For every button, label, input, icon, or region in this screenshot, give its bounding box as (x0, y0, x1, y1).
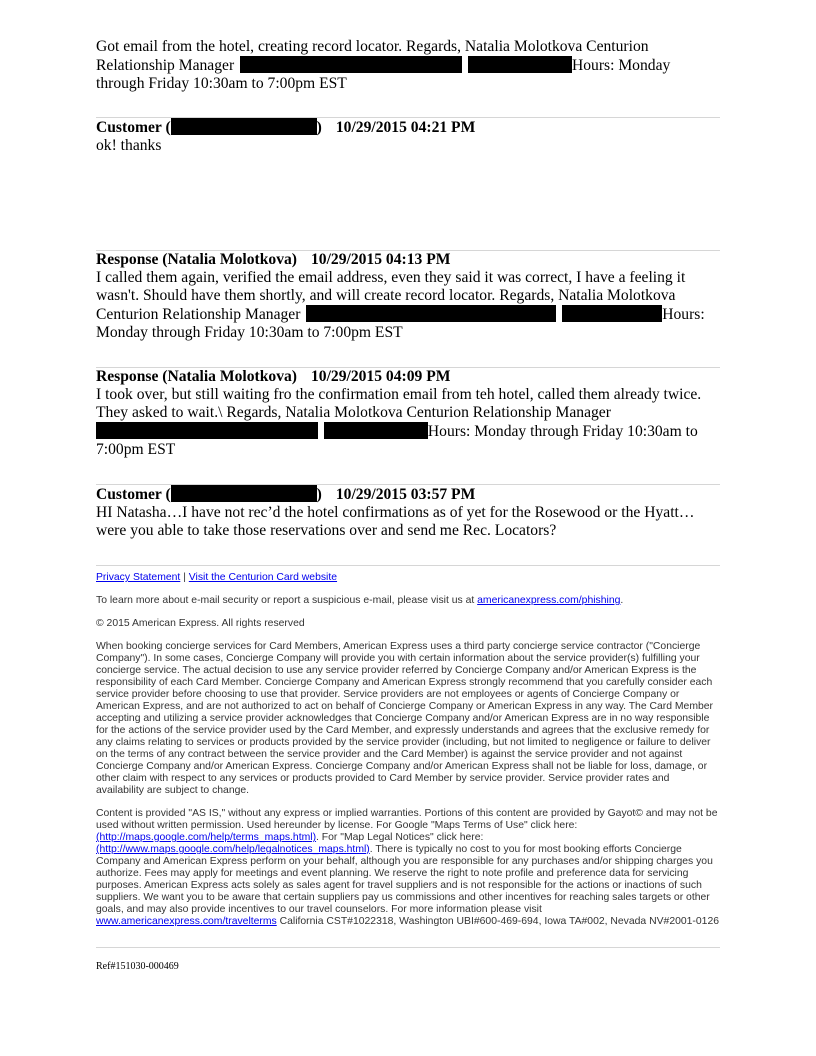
message-continuation (96, 38, 720, 93)
redacted-block (171, 118, 317, 135)
message-line: Monday through Friday 10:30am to 7:00pm EST (96, 324, 403, 341)
security-notice (96, 595, 720, 607)
message-body (96, 269, 720, 342)
message-line: They asked to wait.\ Regards, Natalia Molotkova Centurion Relationship Manager (96, 404, 611, 421)
redacted-block (324, 422, 428, 439)
message-text: Hours: Monday through Friday 10:30am to (427, 423, 698, 440)
message-line: 7:00pm EST (96, 441, 176, 458)
message-body (96, 386, 720, 459)
travelterms-link[interactable]: www.americanexpress.com/travelterms (96, 916, 277, 927)
privacy-statement-link[interactable]: Privacy Statement (96, 572, 181, 583)
message-author: Response (Natalia Molotkova) (96, 251, 297, 268)
message-line: wasn't. Should have them shortly, and will create record locator. Regards, Natalia Molotkova (96, 287, 676, 304)
concierge-disclaimer: When booking concierge services for Card Members, American Express uses a third party concierge service contractor ("Concierge Company"). In some cases, Concierge Company will provide you with certain information about the service provider(s) fulfilling your concierge service. The actual decision to use any service provider referred by Concierge Company and/or American Express is the responsibility of each Card Member. Concierge Company and American Express strongly recommend that you carefully consider each service provider before choosing to use that provider. Service providers are not employees or agents of Concierge Company or American Express, and are not authorized to act on behalf of Concierge Company or American Express in any way. The Card Member accepting and utilizing a service provider acknowledges that Concierge Company and/or American Express are in no way responsible for the actions of the service provider used by the Card Member, and expressly understands and agrees that the exclusive remedy for any claims relating to services or products provided by the service provider (including, but not limited to negligence or failure to deliver on the terms of any contract between the service provider and the Card Member) is against the service provider and not against Concierge Company and/or American Express. Concierge Company and/or American Express shall not be liable for loss, damage, or other claim with respect to any services or products provided to Card Member by service provider. Service provider rates and availability are subject to change. (96, 641, 714, 796)
redacted-block (240, 56, 462, 73)
phishing-link[interactable]: americanexpress.com/phishing (477, 595, 621, 606)
message-timestamp: 10/29/2015 04:13 PM (310, 251, 451, 268)
redacted-block (468, 56, 572, 73)
message-header (96, 485, 720, 504)
divider (96, 565, 720, 566)
message-line: through Friday 10:30am to 7:00pm EST (96, 75, 347, 92)
centurion-card-link[interactable]: Visit the Centurion Card website (188, 572, 338, 583)
message-timestamp: 10/29/2015 04:09 PM (310, 368, 451, 385)
reference-number: Ref#151030-000469 (96, 961, 179, 972)
divider (96, 947, 720, 948)
message-line: were you able to take those reservations over and send me Rec. Locators? (96, 522, 557, 539)
message-line: Got email from the hotel, creating record locator. Regards, Natalia Molotkova Centurion (96, 38, 649, 55)
redacted-block (171, 485, 317, 502)
message-line: I took over, but still waiting fro the confirmation email from teh hotel, called them already twice. (96, 386, 702, 403)
message-author: ) (316, 119, 322, 136)
redacted-block (562, 305, 662, 322)
message-body (96, 504, 720, 540)
message-header (96, 251, 720, 269)
message-line (96, 56, 720, 75)
disclaimer-text: California CST#1022318, Washington UBI#600-469-694, Iowa TA#002, Nevada NV#2001-0126 (276, 916, 720, 927)
redacted-block (306, 305, 556, 322)
message-text: Relationship Manager (96, 57, 235, 74)
message-author: Customer ( (96, 486, 171, 503)
security-text: To learn more about e-mail security or report a suspicious e-mail, please visit us at (96, 595, 478, 606)
message-author: ) (316, 486, 322, 503)
message-customer (96, 118, 720, 155)
footer-links (96, 572, 720, 584)
content-disclaimer (96, 808, 720, 928)
message-timestamp: 10/29/2015 04:21 PM (335, 119, 476, 136)
message-text: Centurion Relationship Manager (96, 306, 301, 323)
message-header (96, 368, 720, 386)
message-line (96, 305, 720, 324)
redacted-block (96, 422, 318, 439)
message-text: Hours: (662, 306, 705, 323)
disclaimer-text: . There is typically no cost to you for most booking efforts Concierge Company and American Express perform on your behalf, although you are responsible for any purchases and/or shipping charges you authorize. Fees may apply for meetings and event planning. We reserve the right to note profile and preference data for servicing purposes. American Express acts solely as sales agent for travel suppliers and is not responsible for the actions or inactions of such suppliers. We want you to be aware that certain suppliers pay us commissions and other incentives for reaching sales targets or other goals, and may also provide incentives to our travel counselors. For more information please visit (96, 844, 713, 915)
message-line: HI Natasha…I have not rec’d the hotel confirmations as of yet for the Rosewood or the Hyatt… (96, 504, 695, 521)
message-timestamp: 10/29/2015 03:57 PM (335, 486, 476, 503)
footer (96, 572, 720, 928)
link-separator: | (180, 572, 189, 583)
maps-legal-link[interactable]: (http://www.maps.google.com/help/legalnotices_maps.html) (96, 844, 370, 855)
message-response (96, 368, 720, 459)
copyright: © 2015 American Express. All rights reserved (96, 618, 305, 629)
message-author: Response (Natalia Molotkova) (96, 368, 297, 385)
message-response (96, 251, 720, 342)
message-text: Hours: Monday (571, 57, 671, 74)
message-author: Customer ( (96, 119, 171, 136)
message-line: I called them again, verified the email address, even they said it was correct, I have a feeling it (96, 269, 686, 286)
punctuation: . (620, 595, 624, 606)
message-line (96, 422, 720, 441)
message-header (96, 118, 720, 137)
message-customer (96, 485, 720, 540)
maps-terms-link[interactable]: (http://maps.google.com/help/terms_maps.html) (96, 832, 317, 843)
disclaimer-text: . For "Map Legal Notices" click here: (316, 832, 484, 843)
disclaimer-text: Content is provided "AS IS," without any express or implied warranties. Portions of this content are provided by Gayot© and may not be used without written permission. Used hereunder by license. For Google "Maps Terms of Use" click here: (96, 808, 718, 831)
message-body: ok! thanks (96, 137, 162, 154)
